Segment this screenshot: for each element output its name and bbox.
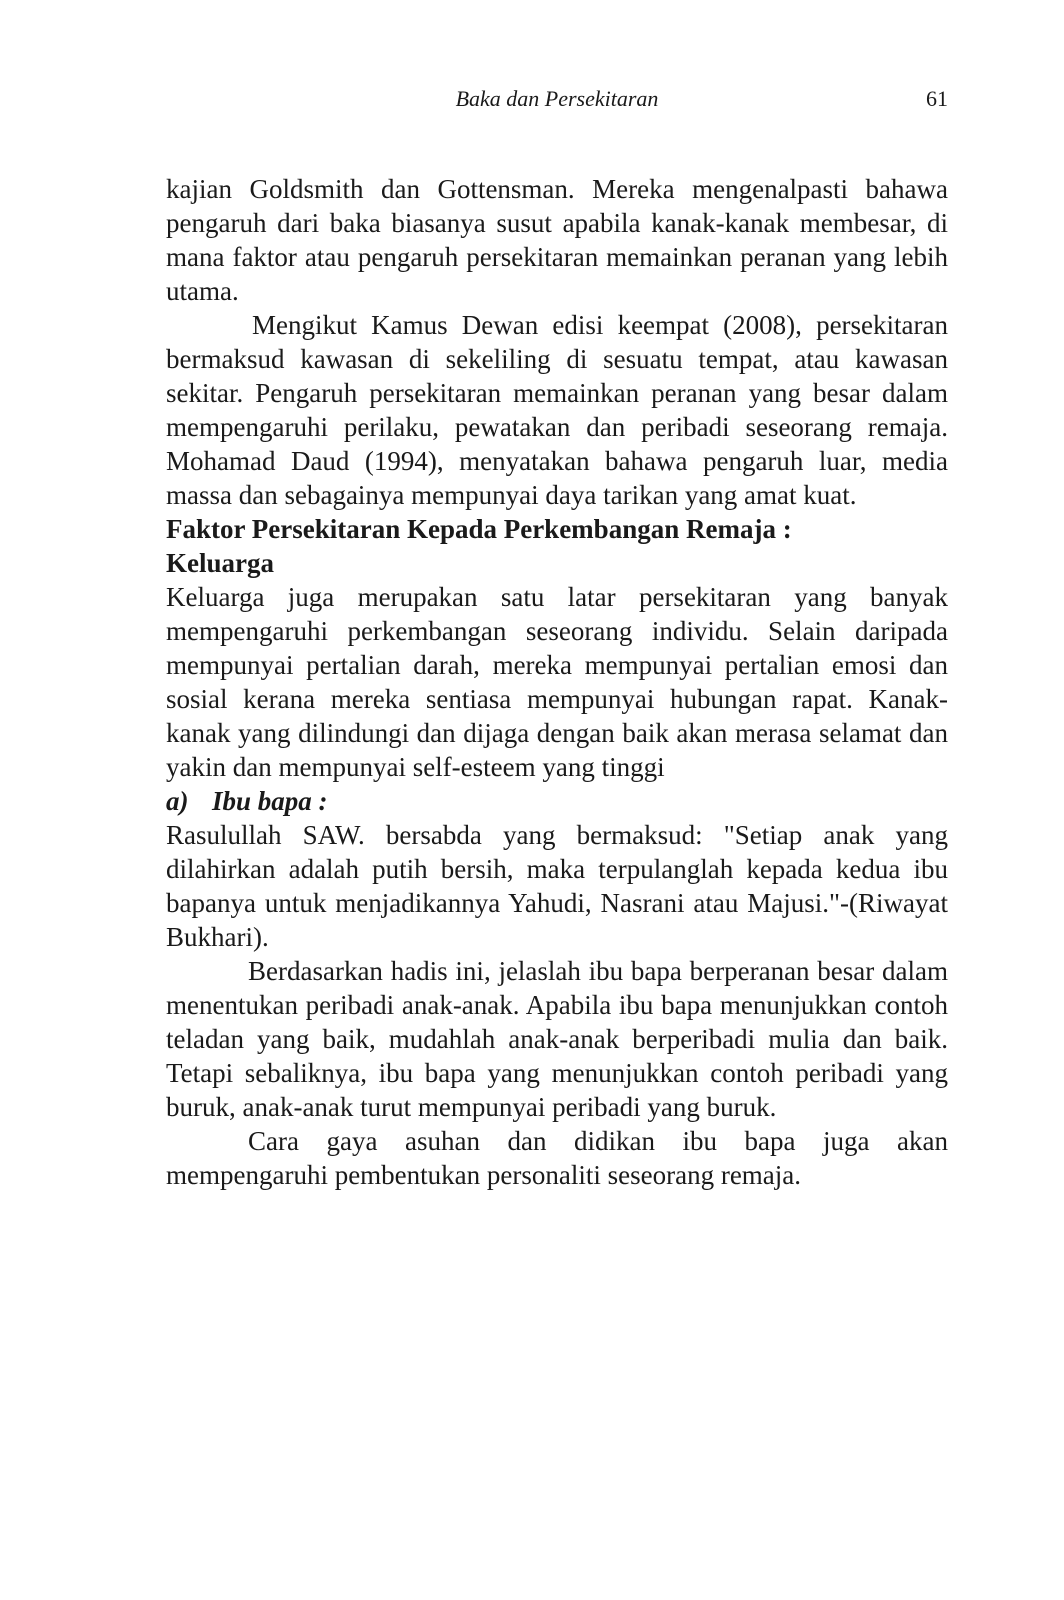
paragraph-berdasarkan: Berdasarkan hadis ini, jelaslah ibu bapa berperanan besar dalam menentukan peribadi anak-anak. Apabila ibu bapa menunjukkan contoh teladan yang baik, mudahlah anak-anak berperibadi mulia dan baik. Tetapi sebaliknya, ibu bapa yang menunjukkan contoh peribadi yang buruk, anak-anak turut mempunyai peribadi yang buruk. bbox=[166, 956, 948, 1122]
subheading-keluarga: Keluarga bbox=[166, 548, 274, 578]
body-text bbox=[166, 172, 948, 1192]
section-heading: Faktor Persekitaran Kepada Perkembangan Remaja : bbox=[166, 514, 792, 544]
running-title: Baka dan Persekitaran bbox=[455, 86, 659, 111]
item-marker: a) bbox=[166, 786, 189, 816]
page-number: 61 bbox=[926, 86, 948, 111]
paragraph-keluarga: Keluarga juga merupakan satu latar persekitaran yang banyak mempengaruhi perkembangan seseorang individu. Selain daripada mempunyai pertalian darah, mereka mempunyai pertalian emosi dan sosial kerana mereka sentiasa mempunyai hubungan rapat. Kanak-kanak yang dilindungi dan dijaga dengan baik akan merasa selamat dan yakin dan mempunyai self-esteem yang tinggi bbox=[166, 582, 948, 782]
paragraph-kamus-dewan: Mengikut Kamus Dewan edisi keempat (2008), persekitaran bermaksud kawasan di sekeliling di sesuatu tempat, atau kawasan sekitar. Pengaruh persekitaran memainkan peranan yang besar dalam mempengaruhi perilaku, pewatakan dan peribadi seseorang remaja. Mohamad Daud (1994), menyatakan bahawa pengaruh luar, media massa dan sebagainya mempunyai daya tarikan yang amat kuat. bbox=[166, 310, 948, 510]
paragraph-hadith: Rasulullah SAW. bersabda yang bermaksud: "Setiap anak yang dilahirkan adalah putih bersih, maka terpulanglah kepada kedua ibu bapanya untuk menjadikannya Yahudi, Nasrani atau Majusi."-(Riwayat Bukhari). bbox=[166, 820, 948, 952]
item-title: Ibu bapa : bbox=[212, 786, 328, 816]
paragraph-cara-gaya: Cara gaya asuhan dan didikan ibu bapa juga akan mempengaruhi pembentukan personaliti seseorang remaja. bbox=[166, 1126, 948, 1190]
running-header bbox=[166, 86, 948, 120]
paragraph-continuation: kajian Goldsmith dan Gottensman. Mereka mengenalpasti bahawa pengaruh dari baka biasanya susut apabila kanak-kanak membesar, di mana faktor atau pengaruh persekitaran memainkan peranan yang lebih utama. bbox=[166, 174, 948, 306]
item-heading-ibu-bapa bbox=[166, 784, 948, 818]
